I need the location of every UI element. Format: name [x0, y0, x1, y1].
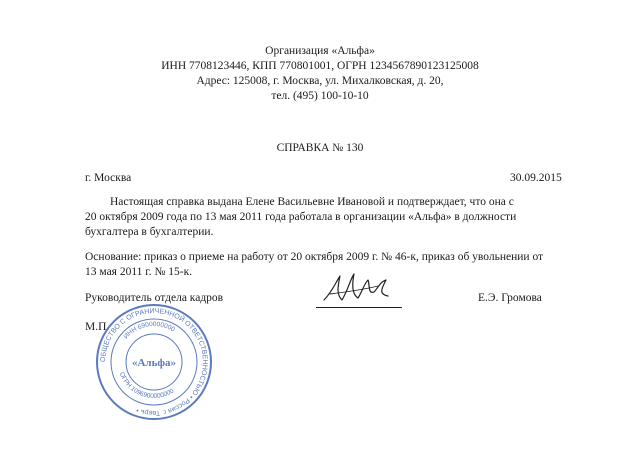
seal-outer-text: ОБЩЕСТВО С ОГРАНИЧЕННОЙ ОТВЕТСТВЕННОСТЬЮ • Россия г. Тверь •	[99, 307, 209, 417]
company-seal-stamp	[94, 302, 214, 422]
signatory-position: Руководитель отдела кадров	[85, 292, 224, 304]
issue-date: 30.09.2015	[510, 172, 562, 184]
city: г. Москва	[85, 172, 132, 184]
seal-center-text: «Альфа»	[131, 357, 177, 369]
basis-line-1: Основание: приказ о приеме на работу от 20 октября 2009 г. № 46-к, приказ об увольнении от	[85, 251, 544, 263]
body-line-2: 20 октября 2009 года по 13 мая 2011 года работала в организации «Альфа» в должности	[85, 211, 517, 223]
body-line-3: бухгалтера в бухгалтерии.	[85, 226, 214, 238]
document-title: СПРАВКА № 130	[276, 142, 364, 154]
org-name: Организация «Альфа»	[265, 45, 375, 57]
body-line-1: Настоящая справка выдана Елене Васильевне Ивановой и подтверждает, что она с	[110, 196, 514, 208]
org-requisites: ИНН 7708123446, КПП 770801001, ОГРН 1234567890123125008	[161, 60, 479, 72]
handwritten-signature	[318, 270, 398, 310]
basis-line-2: 13 мая 2011 г. № 15-к.	[85, 266, 193, 278]
stamp-place-label: М.П	[85, 321, 107, 333]
org-address: Адрес: 125008, г. Москва, ул. Михалковская, д. 20,	[196, 75, 444, 87]
seal-ogrn-text: ОГРН 1096900000000	[117, 371, 176, 401]
seal-inn-text: ИНН 6900000000	[122, 320, 176, 341]
signatory-name: Е.Э. Громова	[478, 292, 542, 304]
org-phone: тел. (495) 100-10-10	[271, 90, 369, 102]
